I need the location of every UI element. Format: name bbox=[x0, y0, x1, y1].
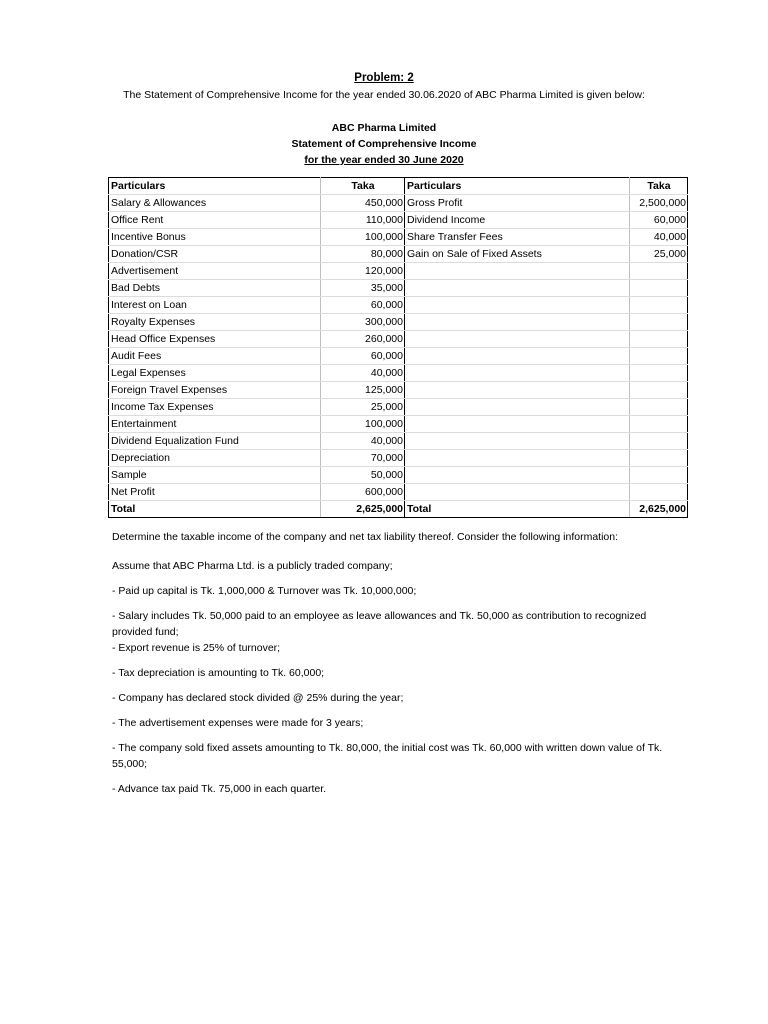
income-particular bbox=[405, 297, 630, 314]
expense-amount: 100,000 bbox=[321, 416, 405, 433]
income-amount bbox=[630, 484, 688, 501]
income-statement-table bbox=[108, 177, 688, 518]
table-row bbox=[109, 246, 688, 263]
header-particulars-left: Particulars bbox=[109, 178, 321, 195]
table-row bbox=[109, 212, 688, 229]
list-item: - Paid up capital is Tk. 1,000,000 & Turnover was Tk. 10,000,000; bbox=[112, 585, 417, 597]
information-list bbox=[112, 583, 672, 797]
total-amount-left: 2,625,000 bbox=[321, 501, 405, 518]
expense-particular: Net Profit bbox=[109, 484, 321, 501]
intro-line: The Statement of Comprehensive Income for the year ended 30.06.2020 of ABC Pharma Limited is given below: bbox=[123, 89, 645, 101]
expense-particular: Head Office Expenses bbox=[109, 331, 321, 348]
expense-amount: 450,000 bbox=[321, 195, 405, 212]
expense-particular: Salary & Allowances bbox=[109, 195, 321, 212]
income-particular bbox=[405, 450, 630, 467]
expense-amount: 40,000 bbox=[321, 365, 405, 382]
expense-amount: 80,000 bbox=[321, 246, 405, 263]
table-header-row bbox=[109, 178, 688, 195]
income-amount bbox=[630, 467, 688, 484]
table-row bbox=[109, 331, 688, 348]
income-particular bbox=[405, 348, 630, 365]
income-particular: Gross Profit bbox=[405, 195, 630, 212]
expense-amount: 120,000 bbox=[321, 263, 405, 280]
total-amount-right: 2,625,000 bbox=[630, 501, 688, 518]
header-taka-right: Taka bbox=[630, 178, 688, 195]
income-particular bbox=[405, 484, 630, 501]
table-row bbox=[109, 433, 688, 450]
statement-title: Statement of Comprehensive Income bbox=[291, 138, 477, 150]
list-item: - Salary includes Tk. 50,000 paid to an employee as leave allowances and Tk. 50,000 as contribution to recognized provided fund; bbox=[112, 610, 647, 638]
income-particular: Share Transfer Fees bbox=[405, 229, 630, 246]
list-item: - Export revenue is 25% of turnover; bbox=[112, 642, 281, 654]
expense-amount: 70,000 bbox=[321, 450, 405, 467]
table-row bbox=[109, 263, 688, 280]
expense-amount: 35,000 bbox=[321, 280, 405, 297]
income-amount bbox=[630, 331, 688, 348]
expense-amount: 60,000 bbox=[321, 297, 405, 314]
list-item: - Company has declared stock divided @ 25% during the year; bbox=[112, 692, 404, 704]
income-amount bbox=[630, 280, 688, 297]
expense-particular: Legal Expenses bbox=[109, 365, 321, 382]
list-item: - Tax depreciation is amounting to Tk. 60,000; bbox=[112, 667, 325, 679]
income-particular bbox=[405, 280, 630, 297]
expense-amount: 25,000 bbox=[321, 399, 405, 416]
expense-amount: 40,000 bbox=[321, 433, 405, 450]
income-amount bbox=[630, 365, 688, 382]
expense-particular: Interest on Loan bbox=[109, 297, 321, 314]
table-row bbox=[109, 297, 688, 314]
income-particular bbox=[405, 467, 630, 484]
income-amount bbox=[630, 263, 688, 280]
income-amount bbox=[630, 399, 688, 416]
expense-amount: 110,000 bbox=[321, 212, 405, 229]
list-item: - Advance tax paid Tk. 75,000 in each quarter. bbox=[112, 783, 327, 795]
list-spacer bbox=[112, 706, 672, 715]
header-taka-left: Taka bbox=[321, 178, 405, 195]
table-row bbox=[109, 229, 688, 246]
expense-particular: Incentive Bonus bbox=[109, 229, 321, 246]
expense-particular: Entertainment bbox=[109, 416, 321, 433]
income-particular bbox=[405, 382, 630, 399]
total-label-left: Total bbox=[109, 501, 321, 518]
income-amount bbox=[630, 348, 688, 365]
expense-amount: 600,000 bbox=[321, 484, 405, 501]
list-item: - The company sold fixed assets amounting to Tk. 80,000, the initial cost was Tk. 60,000 with written down value of Tk. 55,000; bbox=[112, 742, 663, 770]
table-row bbox=[109, 484, 688, 501]
expense-amount: 300,000 bbox=[321, 314, 405, 331]
income-amount bbox=[630, 450, 688, 467]
income-amount: 60,000 bbox=[630, 212, 688, 229]
list-spacer bbox=[112, 772, 672, 781]
expense-particular: Sample bbox=[109, 467, 321, 484]
expense-amount: 125,000 bbox=[321, 382, 405, 399]
expense-particular: Advertisement bbox=[109, 263, 321, 280]
income-particular bbox=[405, 433, 630, 450]
table-row bbox=[109, 450, 688, 467]
company-name: ABC Pharma Limited bbox=[331, 122, 437, 134]
table-row bbox=[109, 382, 688, 399]
expense-particular: Depreciation bbox=[109, 450, 321, 467]
expense-particular: Dividend Equalization Fund bbox=[109, 433, 321, 450]
income-particular: Gain on Sale of Fixed Assets bbox=[405, 246, 630, 263]
income-particular bbox=[405, 365, 630, 382]
income-amount: 2,500,000 bbox=[630, 195, 688, 212]
expense-particular: Income Tax Expenses bbox=[109, 399, 321, 416]
list-spacer bbox=[112, 599, 672, 608]
table-row bbox=[109, 195, 688, 212]
expense-amount: 100,000 bbox=[321, 229, 405, 246]
statement-period: for the year ended 30 June 2020 bbox=[304, 154, 464, 166]
income-particular bbox=[405, 416, 630, 433]
income-amount bbox=[630, 297, 688, 314]
income-particular bbox=[405, 314, 630, 331]
list-spacer bbox=[112, 731, 672, 740]
table-row bbox=[109, 467, 688, 484]
list-spacer bbox=[112, 681, 672, 690]
income-particular bbox=[405, 399, 630, 416]
determine-instruction: Determine the taxable income of the company and net tax liability thereof. Consider the following information: bbox=[112, 531, 619, 543]
income-particular bbox=[405, 263, 630, 280]
expense-amount: 50,000 bbox=[321, 467, 405, 484]
expense-particular: Royalty Expenses bbox=[109, 314, 321, 331]
expense-particular: Foreign Travel Expenses bbox=[109, 382, 321, 399]
income-amount bbox=[630, 416, 688, 433]
income-amount: 25,000 bbox=[630, 246, 688, 263]
table-row bbox=[109, 399, 688, 416]
list-spacer bbox=[112, 656, 672, 665]
income-amount: 40,000 bbox=[630, 229, 688, 246]
income-particular: Dividend Income bbox=[405, 212, 630, 229]
income-particular bbox=[405, 331, 630, 348]
expense-particular: Bad Debts bbox=[109, 280, 321, 297]
problem-heading: Problem: 2 bbox=[354, 72, 414, 84]
income-amount bbox=[630, 433, 688, 450]
table-row bbox=[109, 365, 688, 382]
expense-amount: 260,000 bbox=[321, 331, 405, 348]
header-particulars-right: Particulars bbox=[405, 178, 630, 195]
income-amount bbox=[630, 314, 688, 331]
expense-particular: Donation/CSR bbox=[109, 246, 321, 263]
table-row bbox=[109, 416, 688, 433]
table-row bbox=[109, 348, 688, 365]
expense-amount: 60,000 bbox=[321, 348, 405, 365]
income-amount bbox=[630, 382, 688, 399]
assumption-line: Assume that ABC Pharma Ltd. is a publicly traded company; bbox=[112, 560, 393, 572]
table-total-row bbox=[109, 501, 688, 518]
table-row bbox=[109, 280, 688, 297]
total-label-right: Total bbox=[405, 501, 630, 518]
expense-particular: Office Rent bbox=[109, 212, 321, 229]
table-row bbox=[109, 314, 688, 331]
list-item: - The advertisement expenses were made for 3 years; bbox=[112, 717, 364, 729]
expense-particular: Audit Fees bbox=[109, 348, 321, 365]
